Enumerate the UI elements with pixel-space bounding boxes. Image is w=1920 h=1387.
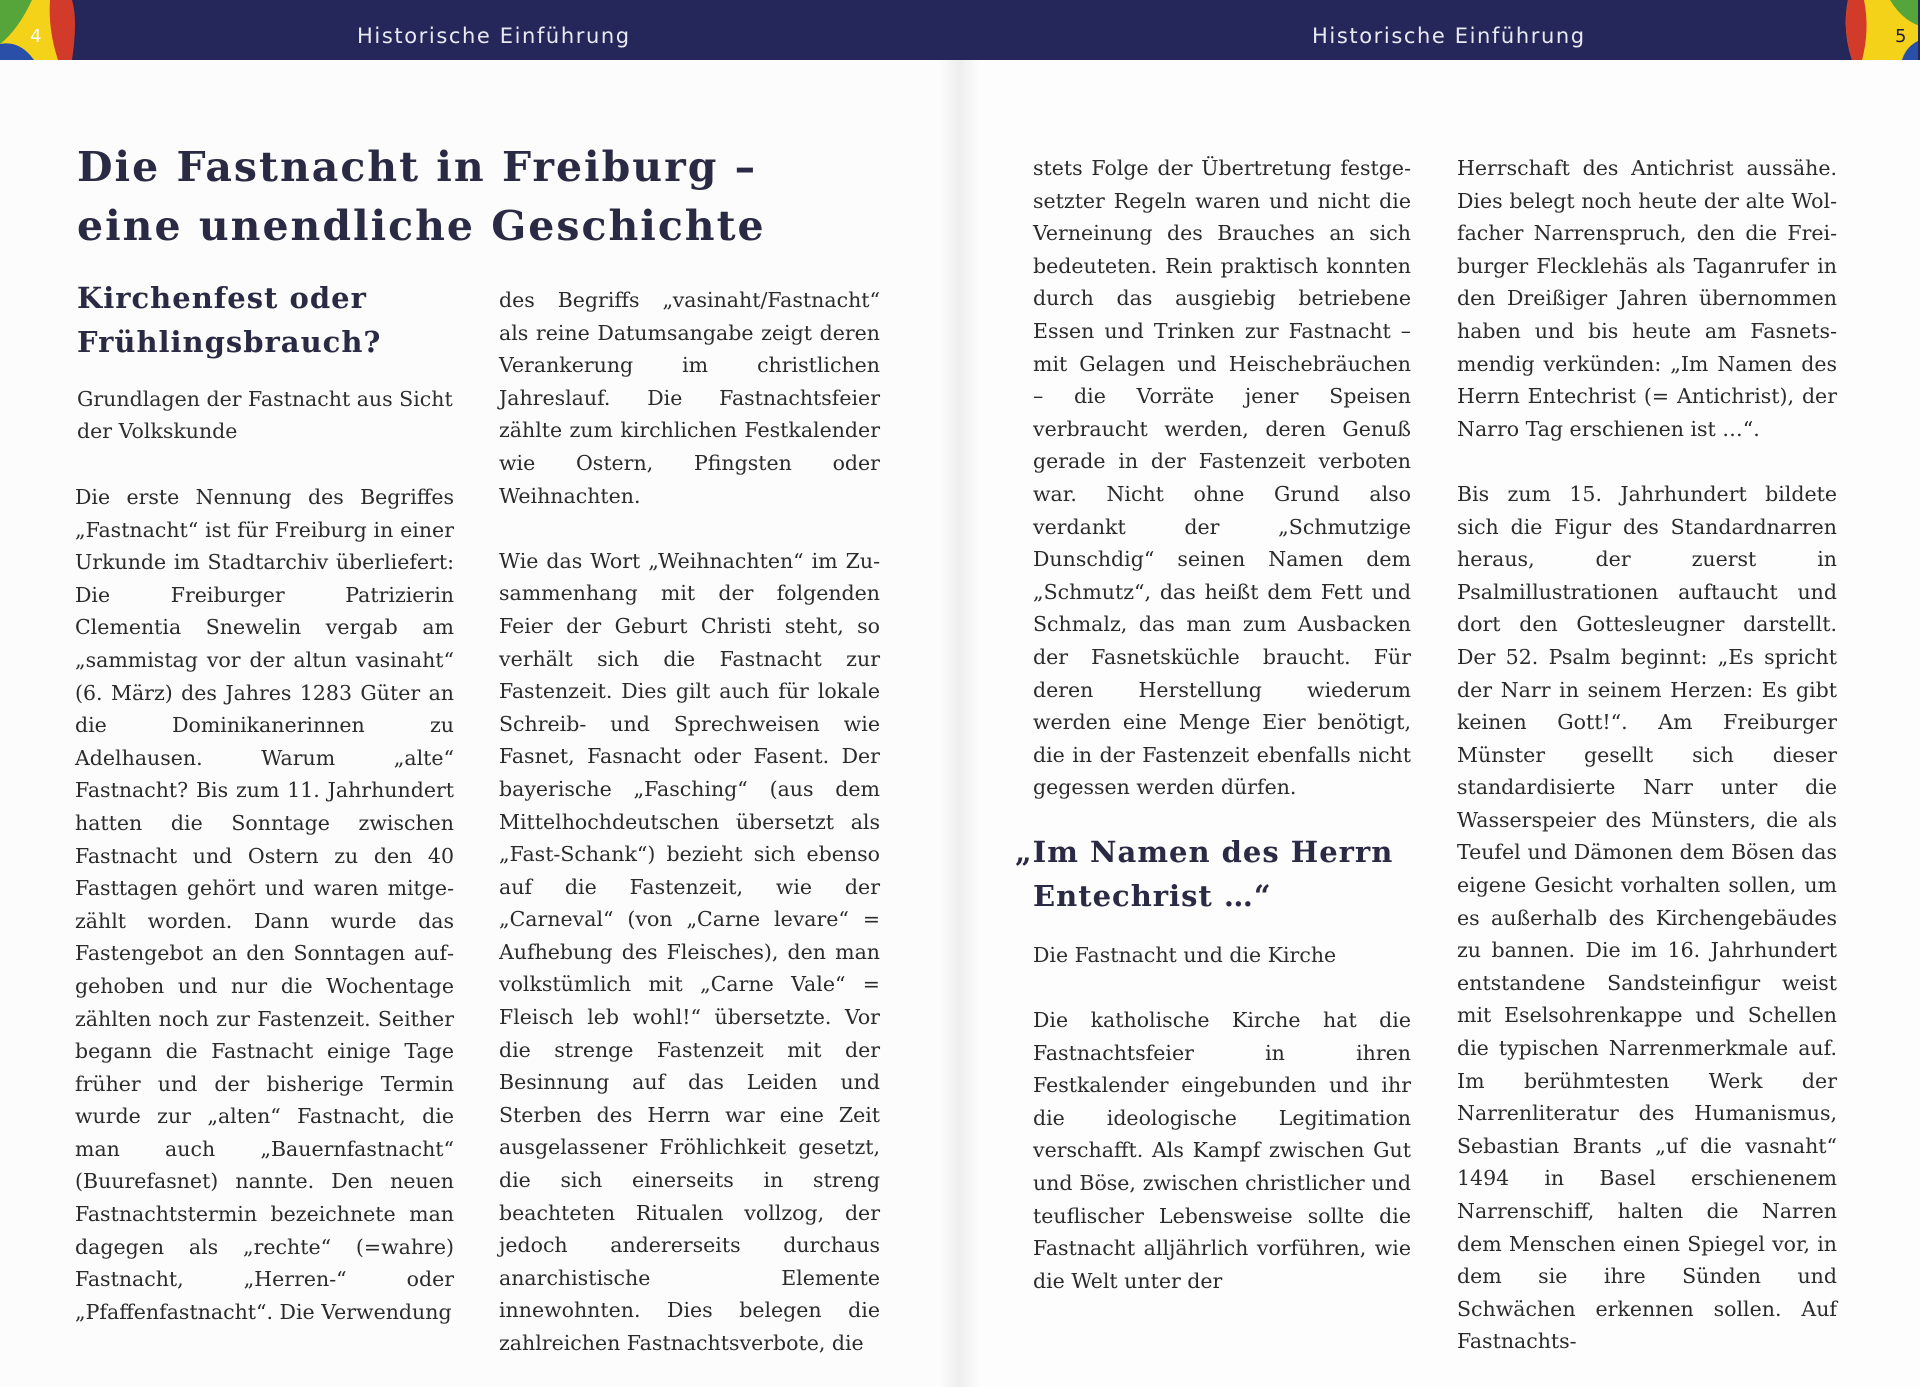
text-column-2	[499, 284, 880, 1360]
paragraph: Bis zum 15. Jahrhundert bildete sich die Figur des Standardnarren heraus, der zuerst in Psalmillustrationen auftaucht und dort den Gottesleugner darstellt. Der 52. Psalm beginnt: „Es spricht der Narr in seinem Herzen: Es gibt keinen Gott!“. Am Freiburger Münster gesellt sich dieser standardisierte Narr unter die Wasserspeier des Münsters, die als Teufel und Dämonen dem Bösen das eigene Gesicht vorhalten sollen, um es außerhalb des Kirchengebäudes zu bannen. Die im 16. Jahrhundert entstandene Sandsteinfigur weist mit Eselsohrenkappe und Schellen die typischen Narrenmerkmale auf. Im berühmtesten Werk der Narrenliteratur des Humanismus, Sebastian Brants „uf die vasnaht“ 1494 in Basel erschienenem Narrenschiff, halten die Narren dem Menschen einen Spiegel vor, in dem sie ihre Sünden und Schwächen erkennen sollen. Auf Fastnachts-	[1457, 481, 1837, 1354]
paragraph: Herrschaft des Antichrist aussähe. Dies belegt noch heute der alte Wolfacher Narrenspruch, den die Freiburger Flecklehäs als Taganrufer in den Dreißiger Jahren übernommen haben und bis heute am Fasnetsmendig verkünden: „Im Namen des Herrn Entechrist (= Antichrist), der Narro Tag erschienen ist …“.	[1457, 156, 1837, 441]
section-subtitle-kirche: Die Fastnacht und die Kirche	[1033, 943, 1337, 967]
section-heading-line-2: Frühlingsbrauch?	[77, 325, 382, 359]
chapter-title-line-1: Die Fastnacht in Freiburg –	[77, 143, 758, 191]
section-heading-im-namen	[1015, 830, 1393, 918]
subtitle-line-2: der Volkskunde	[77, 419, 238, 443]
page-number-right: 5	[1895, 26, 1907, 47]
header-bar-right	[958, 0, 1920, 60]
section-subtitle-volkskunde	[77, 383, 453, 447]
section-heading-line-1: Kirchenfest oder	[77, 281, 367, 315]
section-heading-line-2: Entechrist …“	[1033, 879, 1272, 913]
paragraph: des Begriffs „vasinaht/Fastnacht“ als reine Datumsangabe zeigt deren Verankerung im christlichen Jahreslauf. Die Fastnachtsfeier zählte zum kirchlichen Festkalender wie Ostern, Pfingsten oder Weihnachten.	[499, 288, 880, 508]
paragraph: Die katholische Kirche hat die Fastnachtsfeier in ihren Festkalender eingebunden und ihr die ideologische Legitimation verschafft. Als Kampf zwischen Gut und Böse, zwischen christlicher und teuflischer Lebensweise sollte die Fastnacht alljährlich vorführen, wie die Welt unter der	[1033, 1008, 1411, 1293]
paragraph: Wie das Wort „Weihnachten“ im Zusammenhang mit der folgenden Feier der Geburt Christi steht, so verhält sich die Fastnacht zur Fastenzeit. Dies gilt auch für lokale Schreib- und Sprechweisen wie Fasnet, Fasnacht oder Fasent. Der bayerische „Fasching“ (aus dem Mittelhochdeutschen übersetzt als „Fast-Schank“) bezieht sich ebenso auf die Fastenzeit, wie der „Carneval“ (von „Carne levare“ = Aufhebung des Fleisches), den man volkstümlich mit „Carne Vale“ = Fleisch leb wohl!“ übersetzte. Vor die strenge Fastenzeit mit der Besinnung auf das Leiden und Sterben des Herrn war eine Zeit ausgelassener Fröhlichkeit gesetzt, die sich einerseits in streng beachteten Ritualen vollzog, der jedoch andererseits durchaus anarchistische Elemente innewohnten. Dies belegen die zahlreichen Fastnachtsverbote, die	[499, 548, 880, 1355]
text-column-4	[1457, 152, 1837, 1358]
section-heading-line-1: „Im Namen des Herrn	[1015, 835, 1394, 869]
text-column-3	[1033, 152, 1411, 804]
text-column-3-continued	[1033, 1004, 1411, 1297]
subtitle-line-1: Grundlagen der Fastnacht aus Sicht	[77, 387, 453, 411]
text-column-1	[75, 481, 454, 1328]
section-heading-kirchenfest	[77, 276, 381, 364]
running-title-right: Historische Einführung	[1312, 24, 1586, 48]
paragraph: stets Folge der Übertretung festgesetzter Regeln waren und nicht die Verneinung des Brauches an sich bedeuteten. Rein praktisch konnten durch das ausgiebig betriebene Essen und Trinken zur Fastnacht – mit Gelagen und Heischebräuchen – die Vorräte jener Speisen verbraucht werden, deren Genuß gerade in der Fastenzeit verboten war. Nicht ohne Grund also verdankt der „Schmutzige Dunschdig“ seinen Namen dem „Schmutz“, das heißt dem Fett und Schmalz, das man zum Ausbacken der Fasnetsküchle braucht. Für deren Herstellung wiederum werden eine Menge Eier benötigt, die in der Fastenzeit ebenfalls nicht gegessen werden dürfen.	[1033, 156, 1411, 800]
header-bar-left	[0, 0, 958, 60]
running-title-left: Historische Einführung	[357, 24, 631, 48]
chapter-title-line-2: eine unendliche Geschichte	[77, 202, 766, 250]
page-number-left: 4	[30, 26, 42, 47]
chapter-title	[77, 138, 766, 256]
paragraph: Die erste Nennung des Begriffes „Fastnacht“ ist für Freiburg in einer Urkunde im Stadtarchiv überliefert: Die Freiburger Patrizierin Clementia Snewelin vergab am „sammistag vor der altun vasinaht“ (6. März) des Jahres 1283 Güter an die Dominikanerinnen zu Adelhausen. Warum „alte“ Fastnacht? Bis zum 11. Jahrhundert hatten die Sonntage zwischen Fastnacht und Ostern zu den 40 Fasttagen gehört und waren mitgezählt worden. Dann wurde das Fastengebot an den Sonntagen aufgehoben und nur die Wochentage zählten noch zur Fastenzeit. Seither begann die Fastnacht einige Tage früher und der bisherige Termin wurde zur „alten“ Fastnacht, die man auch „Bauernfastnacht“ (Buurefasnet) nannte. Den neuen Fastnachtstermin bezeichnete man dagegen als „rechte“ (=wahre) Fastnacht, „Herren-“ oder „Pfaffenfastnacht“. Die Verwendung	[75, 485, 454, 1324]
book-gutter	[940, 60, 980, 1387]
